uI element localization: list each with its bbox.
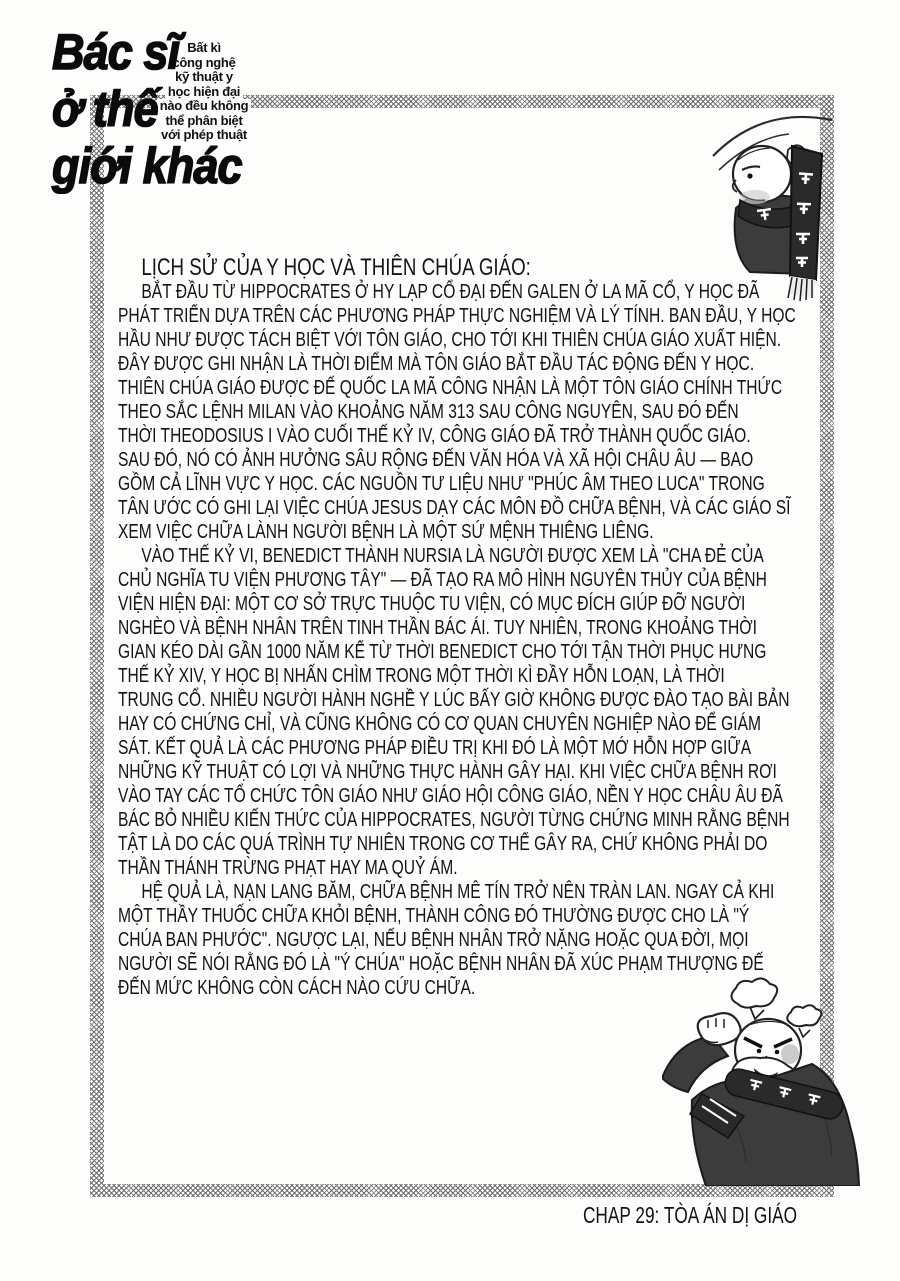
series-title-line: ở thế [52,81,158,137]
stole-band [790,146,822,280]
text-line: HỆ QUẢ LÀ, NẠN LANG BĂM, CHỮA BỆNH MÊ TÍN TRỞ NÊN TRÀN LAN. NGAY CẢ KHI [141,881,775,903]
paragraph [118,280,820,544]
text-line: NHỮNG KỸ THUẬT CÓ LỢI VÀ NHỮNG THỰC HÀNH GÂY HẠI. KHI VIỆC CHỮA BỆNH RƠI [118,761,777,783]
chapter-caption: CHAP 29: TÒA ÁN DỊ GIÁO [582,1202,798,1228]
article-heading: LỊCH SỬ CỦA Y HỌC VÀ THIÊN CHÚA GIÁO: [141,254,531,281]
text-line: THẦN THÁNH TRỪNG PHẠT HAY MA QUỶ ÁM. [118,857,458,879]
tagline-line: Bất kì [184,41,224,56]
text-line: GIAN KÉO DÀI GẦN 1000 NĂM KỂ TỪ THỜI BENEDICT CHO TỚI TẬN THỜI PHỤC HƯNG [118,641,767,663]
text-line: MỘT THẦY THUỐC CHỮA KHỎI BỆNH, THÀNH CÔNG ĐÓ THƯỜNG ĐƯỢC CHO LÀ "Ý [118,905,750,927]
series-title-line: giới khác [52,138,242,194]
text-line: SAU ĐÓ, NÓ CÓ ẢNH HƯỞNG SÂU RỘNG ĐẾN VĂN HÓA VÀ XÃ HỘI CHÂU ÂU — BAO [118,449,754,471]
text-line: HẦU NHƯ ĐƯỢC TÁCH BIỆT VỚI TÔN GIÁO, CHO TỚI KHI THIÊN CHÚA GIÁO XUẤT HIỆN. [118,329,782,351]
text-line: TÂN ƯỚC CÓ GHI LẠI VIỆC CHÚA JESUS DẠY CÁC MÔN ĐỒ CHỮA BỆNH, VÀ CÁC GIÁO SĨ [118,497,791,519]
frame-border-left [90,95,104,1197]
paragraph [118,544,820,880]
eye-left [757,1049,762,1054]
article-paragraphs [118,280,820,1000]
stole-fringe [788,276,816,301]
text-line: NGƯỜI SẼ NÓI RẰNG ĐÓ LÀ "Ý CHÚA" HOẶC BỆNH NHÂN ĐÃ XÚC PHẠM THƯỢNG ĐẾ [118,953,764,975]
text-line: GỒM CẢ LĨNH VỰC Y HỌC. CÁC NGUỒN TƯ LIỆU NHƯ "PHÚC ÂM THEO LUCA" TRONG [118,473,765,495]
eye [747,173,752,178]
text-line: CHÚA BAN PHƯỚC". NGƯỢC LẠI, NẾU BỆNH NHÂN TRỞ NẶNG HOẶC QUA ĐỜI, MỌI [118,929,749,951]
text-line: THIÊN CHÚA GIÁO ĐƯỢC ĐẾ QUỐC LA MÃ CÔNG NHẬN LÀ MỘT TÔN GIÁO CHÍNH THỨC [118,377,783,399]
tagline-line: học hiện đại [165,85,243,100]
text-line: THỜI THEODOSIUS I VÀO CUỐI THẾ KỶ IV, CÔNG GIÁO ĐÃ TRỞ THÀNH QUỐC GIÁO. [118,425,751,447]
series-title-line: Bác sĩ [52,24,180,80]
text-line: ĐẾN MỨC KHÔNG CÒN CÁCH NÀO CỨU CHỮA. [118,977,476,999]
series-title [52,24,263,195]
tagline-line: với phép thuật [158,128,250,143]
text-line: XEM VIỆC CHỮA LÀNH NGƯỜI BỆNH LÀ MỘT SỨ MỆNH THIÊNG LIÊNG. [118,521,654,543]
fist-icon [698,1013,741,1045]
text-line: PHÁT TRIỂN DỰA TRÊN CÁC PHƯƠNG PHÁP THỰC NGHIỆM VÀ LÝ TÍNH. BAN ĐẦU, Y HỌC [118,305,796,327]
priest-peeking-illustration [708,100,850,308]
tagline-line: nào đều không [157,99,252,114]
text-line: HAY CÓ CHỨNG CHỈ, VÀ CŨNG KHÔNG CÓ CƠ QUAN CHUYÊN NGHIỆP NÀO ĐỂ GIÁM [118,713,761,735]
text-line: SÁT. KẾT QUẢ LÀ CÁC PHƯƠNG PHÁP ĐIỀU TRỊ KHI ĐÓ LÀ MỘT MỚ HỖN HỢP GIỮA [118,737,752,759]
text-line: BẮT ĐẦU TỪ HIPPOCRATES Ở HY LẠP CỔ ĐẠI ĐẾN GALEN Ở LA MÃ CỔ, Y HỌC ĐÃ [141,281,760,303]
article-text [118,256,820,1000]
text-line: NGHÈO VÀ BỆNH NHÂN TRÊN TINH THẦN BÁC ÁI. TUY NHIÊN, TRONG KHOẢNG THỜI [118,617,757,639]
text-line: THẾ KỶ XIV, Y HỌC BỊ NHẤN CHÌM TRONG MỘT THỜI KÌ ĐẦY HỖN LOẠN, LÀ THỜI [118,665,725,687]
tagline-line: thể phân biệt [163,114,246,129]
text-line: VÀO THẾ KỶ VI, BENEDICT THÀNH NURSIA LÀ NGƯỜI ĐƯỢC XEM LÀ "CHA ĐẺ CỦA [141,545,764,567]
text-line: VÀO TAY CÁC TỔ CHỨC TÔN GIÁO NHƯ GIÁO HỘI CÔNG GIÁO, NỀN Y HỌC CHÂU ÂU ĐÃ [118,785,783,807]
text-line: TẬT LÀ DO CÁC QUÁ TRÌNH TỰ NHIÊN TRONG CƠ THỂ GÂY RA, CHỨ KHÔNG PHẢI DO [118,833,768,855]
text-line: ĐÂY ĐƯỢC GHI NHẬN LÀ THỜI ĐIỂM MÀ TÔN GIÁO BẮT ĐẦU TÁC ĐỘNG ĐẾN Y HỌC. [118,353,755,375]
text-line: TRUNG CỔ. NHIỀU NGƯỜI HÀNH NGHỀ Y LÚC BẤY GIỜ KHÔNG ĐƯỢC ĐÀO TẠO BÀI BẢN [118,689,790,711]
eye-right [775,1050,780,1055]
tagline-line: công nghệ [169,56,238,71]
text-line: THEO SẮC LỆNH MILAN VÀO KHOẢNG NĂM 313 SAU CÔNG NGUYÊN, SAU ĐÓ ĐẾN [118,401,739,423]
cheek-shading [781,1044,799,1064]
tagline-line: kỹ thuật y [172,70,236,85]
text-line: VIỆN HIỆN ĐẠI: MỘT CƠ SỞ TRỰC THUỘC TU VIỆN, CÓ MỤC ĐÍCH GIÚP ĐỠ NGƯỜI [118,593,746,615]
text-line: CHỦ NGHĨA TU VIỆN PHƯƠNG TÂY" — ĐÃ TẠO RA MÔ HÌNH NGUYÊN THỦY CỦA BỆNH [118,569,767,591]
priest-angry-illustration [662,976,868,1186]
text-line: BÁC BỎ NHIỀU KIẾN THỨC CỦA HIPPOCRATES, NGƯỜI TỪNG CHỨNG MINH RẰNG BỆNH [118,809,790,831]
